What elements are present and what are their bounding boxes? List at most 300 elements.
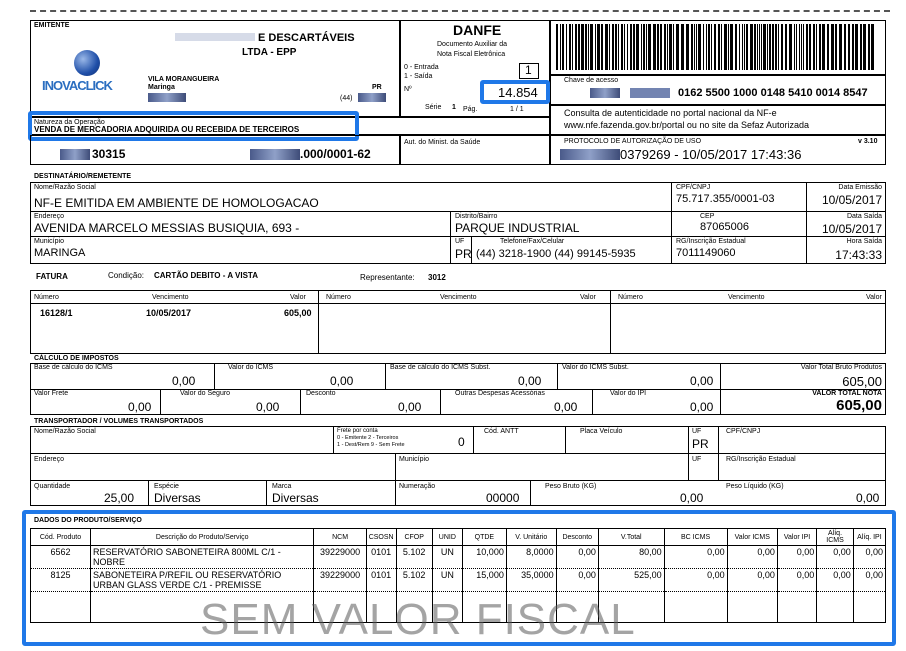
seguro-label: Valor do Seguro [180, 390, 231, 397]
barcode-bar [588, 24, 589, 70]
barcode-image [556, 24, 880, 70]
nf-numero: 14.854 [498, 85, 538, 100]
table-cell: 10,000 [462, 546, 506, 569]
column-header: BC ICMS [664, 529, 727, 546]
barcode-bar [761, 24, 762, 70]
tr-v7 [148, 480, 149, 506]
total-nota-label: VALOR TOTAL NOTA [812, 390, 882, 397]
danfe-title: DANFE [453, 22, 502, 38]
barcode-bar [819, 24, 821, 70]
barcode-bar [739, 24, 740, 70]
barcode-bar [868, 24, 870, 70]
barcode-bar [871, 24, 874, 70]
dest-bairro: PARQUE INDUSTRIAL [455, 221, 580, 235]
table-cell: UN [432, 546, 462, 569]
table-cell: 8,0000 [506, 546, 556, 569]
dest-vline1 [671, 182, 672, 264]
table-cell: 0,00 [664, 569, 727, 592]
dest-emissao: 10/05/2017 [821, 193, 882, 207]
table-row [31, 569, 886, 592]
tr-frete-opts1: 0 - Emitente 2 - Terceiros [337, 435, 399, 441]
barcode-bar [728, 24, 729, 70]
column-header: CSOSN [366, 529, 396, 546]
imp-v1 [214, 363, 215, 389]
dest-bairro-label: Distrito/Bairro [455, 213, 498, 220]
serie-label: Série [425, 104, 442, 111]
tr-frete-val: 0 [458, 435, 465, 449]
fatura-numero-label-2: Número [326, 294, 351, 301]
tr-v1 [333, 426, 334, 453]
imp-v7 [440, 389, 441, 415]
barcode-bar [863, 24, 866, 70]
dest-vline2 [806, 182, 807, 264]
barcode-bar [575, 24, 577, 70]
barcode-bar [708, 24, 710, 70]
redacted-chave1 [590, 88, 620, 98]
dest-saida: 10/05/2017 [821, 222, 882, 236]
tr-nome-label: Nome/Razão Social [34, 428, 96, 435]
barcode-bar [686, 24, 689, 70]
fatura-numero-label-3: Número [618, 294, 643, 301]
barcode-bar [569, 24, 571, 70]
barcode-bar [718, 24, 720, 70]
table-cell: 5.102 [396, 569, 432, 592]
dest-uf: PR [455, 247, 472, 261]
company-name-1: E DESCARTÁVEIS [258, 32, 355, 44]
dest-municipio: MARINGA [34, 247, 86, 259]
dest-emissao-label: Data Emissão [838, 184, 882, 191]
fatura-vline1 [318, 290, 319, 354]
barcode-bar [648, 24, 651, 70]
column-header: UNID [432, 529, 462, 546]
tr-h1 [30, 453, 886, 454]
column-header: Alíq. IPI [853, 529, 885, 546]
fatura-hline [30, 303, 886, 304]
natureza-label: Natureza da Operação [34, 119, 105, 126]
barcode-bar [691, 24, 693, 70]
table-cell: 0,00 [556, 569, 598, 592]
watermark: SEM VALOR FISCAL [200, 595, 636, 644]
desconto-label: Desconto [306, 390, 336, 397]
barcode-bar [831, 24, 834, 70]
dest-rg-label: RG/Inscrição Estadual [676, 238, 746, 245]
barcode-bar [801, 24, 802, 70]
emitente-label: EMITENTE [34, 22, 70, 29]
table-cell: 35,0000 [506, 569, 556, 592]
dest-saida-label: Data Saída [846, 213, 882, 220]
representante: 3012 [428, 273, 446, 282]
tr-frete-label: Frete por conta [337, 428, 378, 434]
tipo: 1 [525, 63, 532, 77]
numero-label: Nº [404, 86, 412, 93]
logo-text: INOVACLICK [42, 78, 112, 93]
city: Maringa [148, 84, 175, 91]
transporte-section: TRANSPORTADOR / VOLUMES TRANSPORTADOS [34, 418, 204, 425]
tr-qtd-label: Quantidade [34, 483, 71, 490]
dest-rg: 7011149060 [676, 247, 736, 259]
tr-peso-bruto: 0,00 [680, 491, 704, 505]
protocolo-label: PROTOCOLO DE AUTORIZAÇÃO DE USO [564, 138, 702, 145]
tr-v8 [266, 480, 267, 506]
barcode-bar [669, 24, 672, 70]
barcode-bar [703, 24, 704, 70]
logo-globe-icon [74, 50, 100, 76]
dest-cep: 87065006 [700, 221, 749, 233]
tr-peso-liq-label: Peso Líquido (KG) [726, 483, 784, 490]
table-cell: 80,00 [598, 546, 664, 569]
imp-v8 [592, 389, 593, 415]
consulta1: Consulta de autenticidade no portal nacional da NF-e [564, 108, 777, 118]
column-header: Desconto [556, 529, 598, 546]
saida: 1 - Saída [404, 73, 433, 80]
barcode-bar [566, 24, 567, 70]
barcode-bar [827, 24, 829, 70]
table-cell: 0,00 [664, 546, 727, 569]
tr-municipio-label: Município [399, 456, 429, 463]
barcode-bar [694, 24, 695, 70]
dest-nome-label: Nome/Razão Social [34, 184, 96, 191]
table-cell: 0,00 [777, 546, 816, 569]
barcode-bar [618, 24, 619, 70]
table-cell: 0,00 [817, 569, 854, 592]
imp-v3 [557, 363, 558, 389]
redacted-chave2 [630, 88, 670, 98]
aut-label: Aut. do Minist. da Saúde [404, 139, 481, 146]
barcode-bar [581, 24, 584, 70]
barcode-bar [724, 24, 727, 70]
total-prod-label: Valor Total Bruto Produtos [800, 364, 882, 371]
barcode-bar [806, 24, 808, 70]
tr-qtd: 25,00 [104, 491, 135, 505]
table-cell: 5.102 [396, 546, 432, 569]
barcode-bar [597, 24, 600, 70]
table-cell: 0,00 [817, 546, 854, 569]
tr-v3 [565, 426, 566, 453]
dest-hline1 [30, 211, 886, 212]
tr-numeracao: 00000 [486, 491, 520, 505]
barcode-bar [754, 24, 756, 70]
barcode-bar [835, 24, 837, 70]
barcode-bar [633, 24, 635, 70]
barcode-bar [796, 24, 797, 70]
cnpj-partial: .000/0001-62 [300, 147, 371, 161]
tr-uf2-label: UF [692, 456, 702, 463]
column-header: Valor ICMS [727, 529, 777, 546]
table-cell [817, 592, 854, 623]
barcode-bar [643, 24, 645, 70]
column-header: Cód. Produto [31, 529, 91, 546]
barcode-bar [769, 24, 771, 70]
barcode-bar [641, 24, 642, 70]
barcode-bar [627, 24, 628, 70]
table-cell: 39229000 [314, 546, 366, 569]
fatura-venc-label: Vencimento [152, 294, 189, 301]
state: PR [372, 84, 382, 91]
barcode-bar [698, 24, 701, 70]
barcode-bar [621, 24, 623, 70]
outras-label: Outras Despesas Acessórias [455, 390, 545, 397]
barcode-bar [657, 24, 659, 70]
tr-v2 [473, 426, 474, 453]
barcode-bar [653, 24, 656, 70]
icms: 0,00 [330, 374, 354, 388]
table-cell: 525,00 [598, 569, 664, 592]
total-prod: 605,00 [842, 374, 882, 389]
tr-uf-label: UF [692, 428, 702, 435]
barcode-bar [721, 24, 722, 70]
barcode-bar [572, 24, 573, 70]
icms-st: 0,00 [690, 374, 714, 388]
imp-v5 [160, 389, 161, 415]
fatura-vencimento: 10/05/2017 [146, 308, 192, 318]
barcode-bar [744, 24, 745, 70]
barcode-bar [742, 24, 743, 70]
fatura-vline2 [610, 290, 611, 354]
tr-v6 [395, 453, 396, 506]
dest-cnpj: 75.717.355/0001-03 [676, 193, 775, 205]
redacted-cnpj [250, 149, 300, 160]
barcode-bar [746, 24, 748, 70]
table-cell: RESERVATÓRIO SABONETEIRA 800ML C/1 - NOBRE [91, 546, 314, 569]
barcode-bar [794, 24, 795, 70]
cut-line [30, 10, 890, 12]
barcode-bar [612, 24, 614, 70]
dest-hora-label: Hora Saída [846, 238, 882, 245]
destinatario-section: DESTINATÁRIO/REMETENTE [34, 173, 132, 180]
table-cell: 15,000 [462, 569, 506, 592]
barcode-bar [676, 24, 679, 70]
table-cell: 0101 [366, 546, 396, 569]
barcode-bar [696, 24, 697, 70]
tr-uf: PR [692, 437, 709, 451]
barcode-bar [590, 24, 593, 70]
table-cell: 0,00 [777, 569, 816, 592]
frete: 0,00 [128, 400, 152, 414]
fatura-venc-label-3: Vencimento [728, 294, 765, 301]
seguro: 0,00 [256, 400, 280, 414]
ipi-label: Valor do IPI [610, 390, 647, 397]
barcode-bar [775, 24, 777, 70]
dest-telefone: (44) 3218-1900 (44) 99145-5935 [476, 248, 636, 260]
fatura-numero: 16128/1 [40, 308, 73, 318]
impostos-section: CÁLCULO DE IMPOSTOS [34, 355, 119, 362]
barcode-bar [813, 24, 815, 70]
tr-peso-bruto-label: Peso Bruto (KG) [545, 483, 597, 490]
table-cell [777, 592, 816, 623]
versao: v 3.10 [858, 138, 878, 145]
barcode-bar [664, 24, 666, 70]
dest-telefone-label: Telefone/Fax/Celular [500, 238, 565, 245]
tr-especie-label: Espécie [154, 483, 179, 490]
barcode-bar [809, 24, 811, 70]
barcode-bar [767, 24, 768, 70]
column-header: V.Total [598, 529, 664, 546]
dest-municipio-label: Município [34, 238, 64, 245]
barcode-bar [778, 24, 779, 70]
barcode-bar [714, 24, 716, 70]
redacted-company [175, 33, 255, 41]
redacted-address [148, 93, 186, 102]
table-cell: 0,00 [853, 569, 885, 592]
barcode-bar [609, 24, 610, 70]
tr-v9 [530, 480, 531, 506]
bc-st: 0,00 [518, 374, 542, 388]
table-cell: 0,00 [556, 546, 598, 569]
barcode-bar [822, 24, 825, 70]
tr-marca-label: Marca [272, 483, 292, 490]
barcode-bar [852, 24, 854, 70]
fatura-valor-label: Valor [290, 294, 306, 301]
fatura-condicao-label: Condição: [108, 271, 145, 280]
tr-placa-label: Placa Veículo [580, 428, 623, 435]
tr-cnpj-label: CPF/CNPJ [726, 428, 761, 435]
numero-highlight [480, 80, 550, 104]
column-header: Alíq. ICMS [817, 529, 854, 546]
entrada: 0 - Entrada [404, 64, 439, 71]
tr-rg-label: RG/Inscrição Estadual [726, 456, 796, 463]
pag-label: Pág. [463, 106, 478, 113]
barcode-bar [556, 24, 558, 70]
column-header: QTDE [462, 529, 506, 546]
barcode-bar [735, 24, 737, 70]
table-cell: 0101 [366, 569, 396, 592]
tr-frete-opts2: 1 - Dest/Rem 9 - Sem Frete [337, 442, 405, 448]
table-cell: 0,00 [727, 569, 777, 592]
barcode-bar [667, 24, 668, 70]
barcode-bar [605, 24, 608, 70]
dest-cep-label: CEP [700, 213, 715, 220]
street: VILA MORANGUEIRA [148, 76, 220, 83]
chave-acesso: 0162 5500 1000 0148 5410 0014 8547 [678, 87, 868, 99]
natureza: VENDA DE MERCADORIA ADQUIRIDA OU RECEBIDA DE TERCEIROS [34, 125, 300, 134]
tr-numeracao-label: Numeração [399, 483, 436, 490]
barcode-bar [660, 24, 662, 70]
barcode-bar [844, 24, 846, 70]
bc-icms-label: Base de cálculo do ICMS [34, 364, 113, 371]
barcode-bar [636, 24, 639, 70]
fatura-valor-label-3: Valor [866, 294, 882, 301]
barcode-bar [781, 24, 783, 70]
barcode-bar [860, 24, 862, 70]
danfe-sub1: Documento Auxiliar da [437, 41, 508, 48]
barcode-bar [585, 24, 587, 70]
pag: 1 / 1 [510, 106, 524, 113]
tr-h2 [30, 480, 886, 481]
table-cell: 8125 [31, 569, 91, 592]
barcode-bar [839, 24, 842, 70]
tr-v4 [688, 426, 689, 480]
table-cell: SABONETEIRA P/REFIL OU RESERVATÓRIO URBAN GLASS VERDE C/1 - PREMISSE [91, 569, 314, 592]
barcode-bar [730, 24, 733, 70]
barcode-bar [763, 24, 766, 70]
table-cell [664, 592, 727, 623]
barcode-bar [848, 24, 850, 70]
dest-hline2 [30, 236, 886, 237]
tr-v5 [718, 426, 719, 480]
ipi: 0,00 [690, 400, 714, 414]
column-header: CFOP [396, 529, 432, 546]
barcode-bar [757, 24, 758, 70]
barcode-bar [615, 24, 617, 70]
barcode-bar [789, 24, 792, 70]
dest-uf-label: UF [455, 238, 465, 245]
serie: 1 [452, 104, 456, 111]
barcode-bar [562, 24, 564, 70]
fatura-numero-label: Número [34, 294, 59, 301]
table-row [31, 546, 886, 569]
frete-label: Valor Frete [34, 390, 69, 397]
ie-partial: 30315 [92, 147, 126, 161]
barcode-bar [816, 24, 817, 70]
barcode-bar [601, 24, 603, 70]
barcode-bar [595, 24, 596, 70]
imp-v2 [385, 363, 386, 389]
dest-hora: 17:43:33 [835, 248, 882, 262]
phone-prefix: (44) [340, 95, 353, 102]
barcode-bar [799, 24, 800, 70]
barcode-bar [681, 24, 684, 70]
desconto: 0,00 [398, 400, 422, 414]
fatura-venc-label-2: Vencimento [440, 294, 477, 301]
barcode-bar [624, 24, 625, 70]
table-cell [853, 592, 885, 623]
barcode-bar [759, 24, 760, 70]
barcode-bar [855, 24, 858, 70]
table-cell [727, 592, 777, 623]
redacted-ie [60, 149, 90, 160]
outras: 0,00 [554, 400, 578, 414]
barcode-bar [750, 24, 753, 70]
barcode-bar [630, 24, 632, 70]
products-header-row [31, 529, 886, 546]
tr-peso-liq: 0,00 [856, 491, 880, 505]
company-name-2: LTDA - EPP [242, 47, 297, 58]
table-cell: 39229000 [314, 569, 366, 592]
column-header: NCM [314, 529, 366, 546]
column-header: V. Unitário [506, 529, 556, 546]
imp-v4 [720, 363, 721, 415]
tr-marca: Diversas [272, 491, 319, 505]
protocolo: 0379269 - 10/05/2017 17:43:36 [620, 147, 802, 162]
tr-especie: Diversas [154, 491, 201, 505]
column-header: Valor IPI [777, 529, 816, 546]
dest-endereco: AVENIDA MARCELO MESSIAS BUSIQUIA, 693 - [34, 221, 300, 235]
barcode-bar [578, 24, 580, 70]
barcode-bar [706, 24, 707, 70]
danfe-sub2: Nota Fiscal Eletrônica [437, 51, 506, 58]
representante-label: Representante: [360, 273, 415, 282]
icms-label: Valor do ICMS [228, 364, 273, 371]
fatura-valor: 605,00 [284, 308, 312, 318]
fatura-valor-label-2: Valor [580, 294, 596, 301]
dest-vline3 [450, 211, 451, 264]
table-cell: 0,00 [727, 546, 777, 569]
barcode-bar [560, 24, 561, 70]
barcode-bar [673, 24, 674, 70]
redacted-protocolo [560, 149, 620, 160]
bc-st-label: Base de cálculo do ICMS Subst. [390, 364, 491, 371]
fatura-label: FATURA [36, 272, 68, 281]
barcode-bar [711, 24, 712, 70]
table-cell [31, 592, 91, 623]
imp-v6 [300, 389, 301, 415]
icms-st-label: Valor do ICMS Subst. [562, 364, 629, 371]
barcode-bar [785, 24, 787, 70]
table-cell: 0,00 [853, 546, 885, 569]
consulta2: www.nfe.fazenda.gov.br/portal ou no site da Sefaz Autorizada [564, 120, 809, 130]
redacted-phone [358, 93, 386, 102]
bc-icms: 0,00 [172, 374, 196, 388]
